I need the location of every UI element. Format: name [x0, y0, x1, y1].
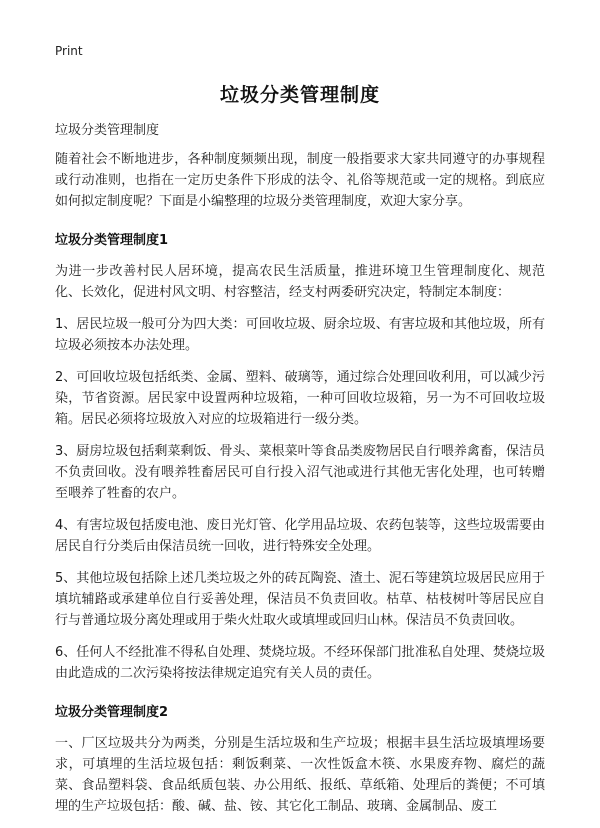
section-1-paragraph-item-1: 1、居民垃圾一般可分为四大类：可回收垃圾、厨余垃圾、有害垃圾和其他垃圾，所有垃圾必须按本办法处理。: [55, 317, 545, 353]
section-heading-2: 垃圾分类管理制度2: [55, 705, 169, 720]
section-1-paragraph-item-4: 4、有害垃圾包括废电池、废日光灯管、化学用品垃圾、农药包装等，这些垃圾需要由居民自行分类后由保洁员统一回收，进行特殊安全处理。: [55, 518, 545, 554]
intro-paragraph: 随着社会不断地进步，各种制度频频出现，制度一般指要求大家共同遵守的办事规程或行动准则，也指在一定历史条件下形成的法令、礼俗等规范或一定的规格。到底应如何拟定制度呢？下面是小编整理的垃圾分类管理制度，欢迎大家分享。: [55, 152, 545, 209]
document-body: [55, 120, 545, 828]
document-title: 垃圾分类管理制度: [219, 84, 380, 106]
document-subtitle: 垃圾分类管理制度: [55, 123, 160, 138]
section-heading-1: 垃圾分类管理制度1: [55, 233, 169, 248]
section-1-paragraph-item-2: 2、可回收垃圾包括纸类、金属、塑料、破璃等，通过综合处理回收利用，可以减少污染，节省资源。居民家中设置两种垃圾箱，一种可回收垃圾箱，另一为不可回收垃圾箱。居民必须将垃圾放入对应的垃圾箱进行一级分类。: [55, 370, 545, 427]
print-link[interactable]: Print: [55, 44, 83, 58]
section-1-paragraph-intro: 为进一步改善村民人居环境，提高农民生活质量，推进环境卫生管理制度化、规范化、长效化，促进村风文明、村容整洁，经支村两委研究决定，特制定本制度：: [55, 264, 545, 300]
section-2-paragraph-1: 一、厂区垃圾共分为两类，分别是生活垃圾和生产垃圾；根据丰县生活垃圾填埋场要求，可填埋的生活垃圾包括：剩饭剩菜、一次性饭盒木筷、水果废弃物、腐烂的蔬菜、食品塑料袋、食品纸质包装、办公用纸、报纸、草纸箱、处理后的粪便；不可填埋的生产垃圾包括：酸、碱、盐、铵、其它化工制品、玻璃、金属制品、废工: [55, 736, 545, 814]
section-1-paragraph-item-6: 6、任何人不经批准不得私自处理、焚烧垃圾。不经环保部门批准私自处理、焚烧垃圾由此造成的二次污染将按法律规定追究有关人员的责任。: [55, 645, 545, 681]
section-1-paragraph-item-5: 5、其他垃圾包括除上述几类垃圾之外的砖瓦陶瓷、渣土、泥石等建筑垃圾居民应用于填坑辅路或承建单位自行妥善处理，保洁员不负责回收。枯草、枯枝树叶等居民应自行与普通垃圾分离处理或用于柴火灶取火或填埋或回归山林。保洁员不负责回收。: [55, 571, 545, 628]
section-1-paragraph-item-3: 3、厨房垃圾包括剩菜剩饭、骨头、菜根菜叶等食品类废物居民自行喂养禽畜，保洁员不负责回收。没有喂养牲畜居民可自行投入沼气池或进行其他无害化处理，也可转赠至喂养了牲畜的农户。: [55, 444, 545, 501]
